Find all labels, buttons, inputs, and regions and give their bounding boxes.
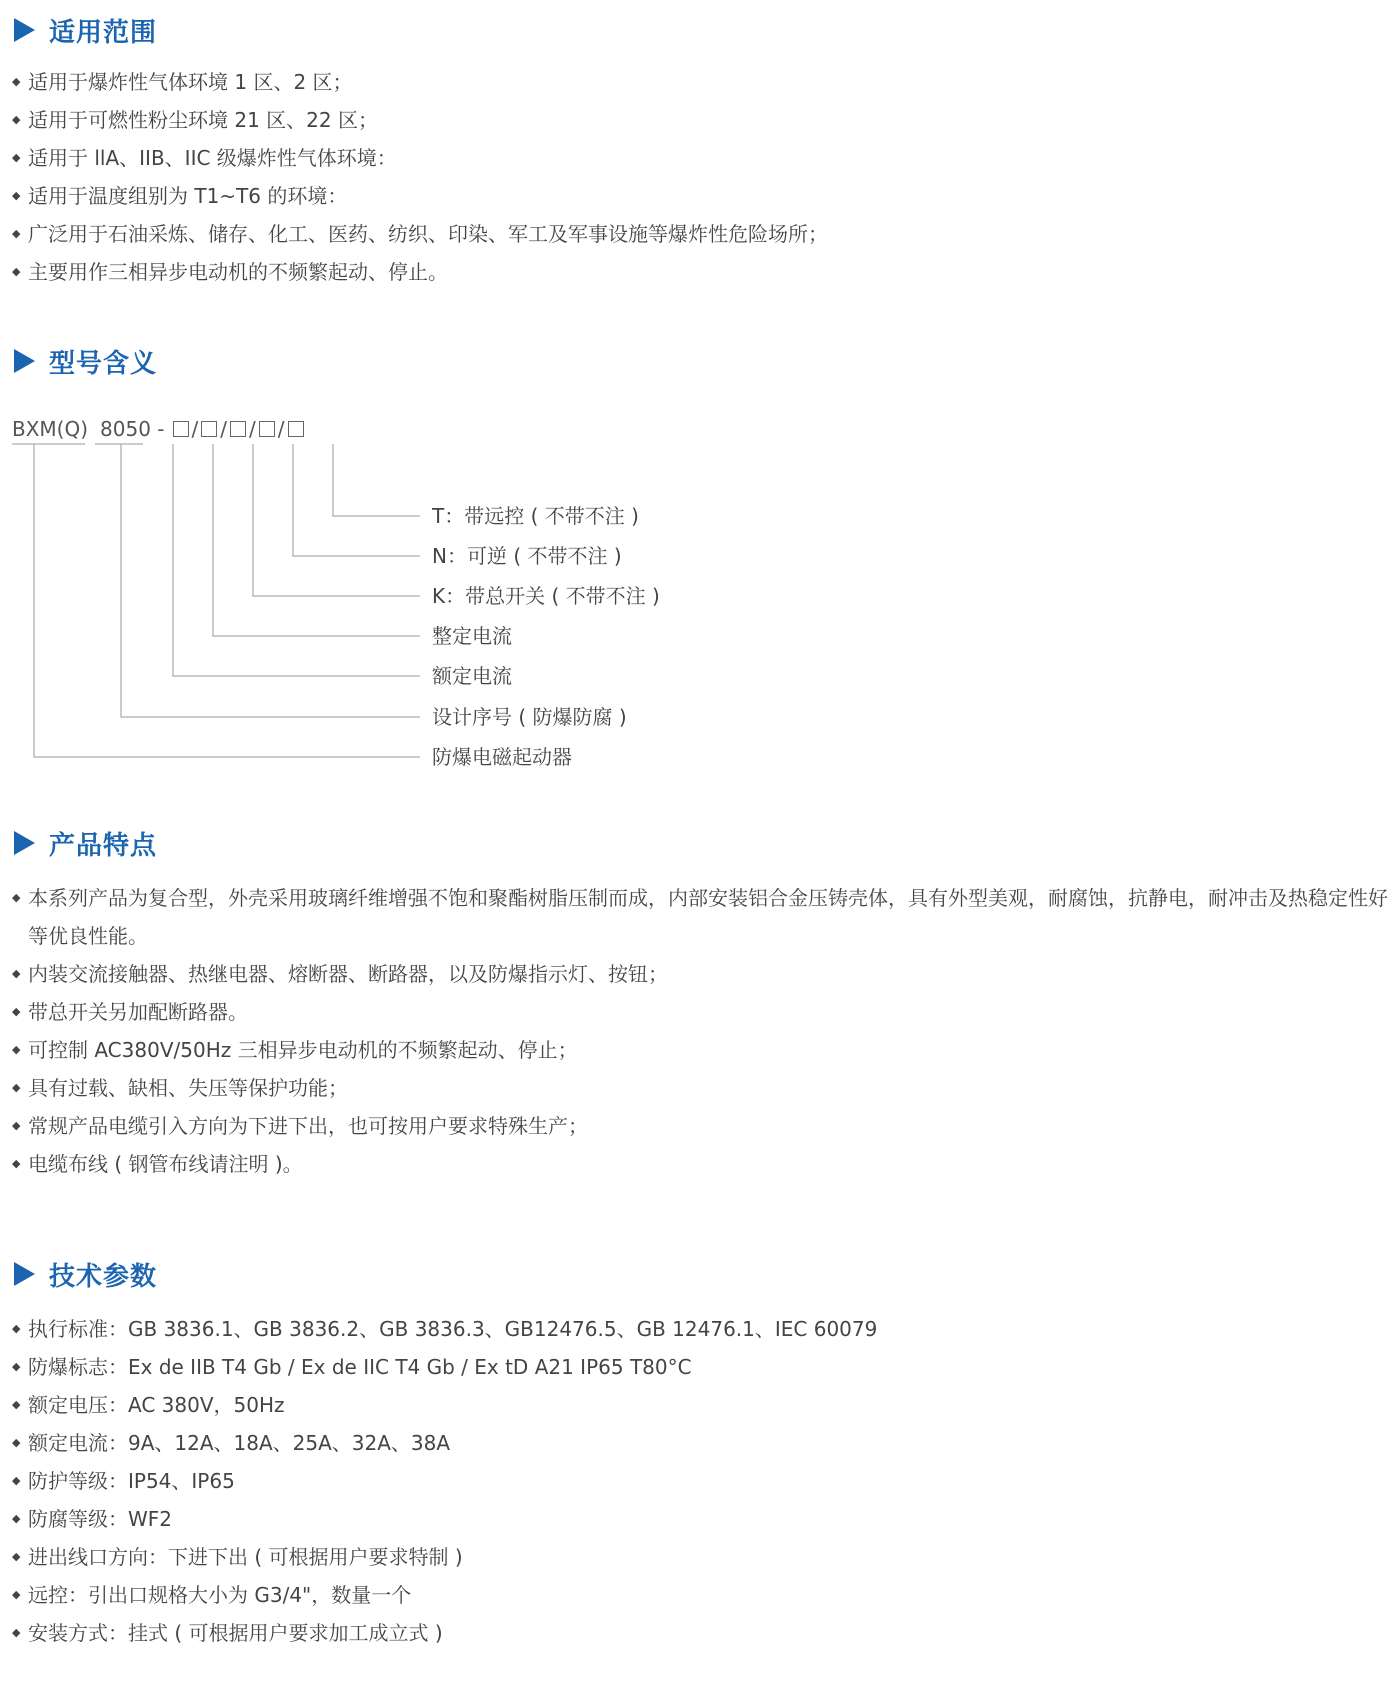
scope-list: [12, 63, 1390, 291]
list-item: [12, 1069, 1390, 1107]
leader-n: [293, 444, 420, 556]
list-item: [12, 253, 1390, 291]
placeholder-box: [173, 421, 189, 437]
list-item-text: 常规产品电缆引入方向为下进下出，也可按用户要求特殊生产；: [28, 1114, 588, 1138]
list-item: [12, 1500, 1390, 1538]
legend-setting-current: 整定电流: [432, 624, 512, 648]
list-item-text: 主要用作三相异步电动机的不频繁起动、停止。: [28, 260, 448, 284]
list-item: [12, 1031, 1390, 1069]
section-title-text: 产品特点: [49, 830, 158, 861]
section-title-params: [14, 1254, 157, 1294]
list-item: [12, 63, 1390, 101]
separator: /: [220, 417, 228, 441]
legend-reversible: N：可逆 ( 不带不注 ): [432, 544, 622, 568]
model-code: [12, 412, 307, 446]
list-item: [12, 879, 1390, 955]
diamond-bullet-icon: ◆: [12, 75, 21, 88]
diamond-bullet-icon: ◆: [12, 227, 21, 240]
list-item: [12, 177, 1390, 215]
triangle-right-icon: [14, 18, 35, 42]
list-item-text: 带总开关另加配断路器。: [28, 1000, 248, 1024]
features-list: [12, 879, 1390, 1183]
diamond-bullet-icon: ◆: [12, 967, 21, 980]
list-item: [12, 1145, 1390, 1183]
diamond-bullet-icon: ◆: [12, 1398, 21, 1411]
placeholder-box: [201, 421, 217, 437]
separator: /: [249, 417, 256, 441]
diamond-bullet-icon: ◆: [12, 1360, 21, 1373]
list-item: [12, 1462, 1390, 1500]
diamond-bullet-icon: ◆: [12, 1119, 21, 1132]
list-item-text: 适用于温度组别为 T1~T6 的环境：: [28, 184, 348, 208]
list-item: [12, 955, 1390, 993]
list-item: [12, 1614, 1390, 1652]
leader-t: [333, 444, 420, 516]
list-item-text: 防爆标志：Ex de IIB T4 Gb / Ex de IIC T4 Gb / Ex tD A21 IP65 T80°C: [28, 1355, 692, 1379]
list-item: [12, 101, 1390, 139]
model-code-prefix: BXM(Q): [12, 417, 89, 441]
leader-k: [253, 444, 420, 596]
legend-rated-current: 额定电流: [432, 664, 512, 688]
placeholder-box: [230, 421, 246, 437]
section-title-text: 型号含义: [49, 348, 158, 379]
leader-product: [34, 444, 420, 757]
diamond-bullet-icon: ◆: [12, 113, 21, 126]
diamond-bullet-icon: ◆: [12, 1550, 21, 1563]
list-item-text: 防护等级：IP54、IP65: [28, 1469, 235, 1493]
diamond-bullet-icon: ◆: [12, 1474, 21, 1487]
diamond-bullet-icon: ◆: [12, 189, 21, 202]
list-item-text: 本系列产品为复合型，外壳采用玻璃纤维增强不饱和聚酯树脂压制而成，内部安装铝合金压铸壳体，具有外型美观，耐腐蚀，抗静电，耐冲击及热稳定性好等优良性能。: [28, 886, 1388, 948]
triangle-right-icon: [14, 831, 35, 855]
section-title-scope: [14, 10, 157, 50]
list-item-text: 防腐等级：WF2: [28, 1507, 173, 1531]
list-item-text: 适用于可燃性粉尘环境 21 区、22 区；: [28, 108, 378, 132]
list-item-text: 可控制 AC380V/50Hz 三相异步电动机的不频繁起动、停止；: [28, 1038, 578, 1062]
section-title-text: 适用范围: [49, 17, 158, 48]
list-item: [12, 1576, 1390, 1614]
diamond-bullet-icon: ◆: [12, 1005, 21, 1018]
list-item-text: 额定电流：9A、12A、18A、25A、32A、38A: [28, 1431, 451, 1455]
list-item: [12, 1107, 1390, 1145]
diamond-bullet-icon: ◆: [12, 1322, 21, 1335]
list-item: [12, 993, 1390, 1031]
section-title-features: [14, 823, 157, 863]
legend-remote-control: T：带远控 ( 不带不注 ): [432, 504, 639, 528]
legend-main-switch: K：带总开关 ( 不带不注 ): [432, 584, 660, 608]
diamond-bullet-icon: ◆: [12, 265, 21, 278]
list-item: [12, 215, 1390, 253]
list-item-text: 执行标准：GB 3836.1、GB 3836.2、GB 3836.3、GB12476.5、GB 12476.1、IEC 60079: [28, 1317, 878, 1341]
list-item-text: 安装方式：挂式 ( 可根据用户要求加工成立式 ): [28, 1621, 443, 1645]
diamond-bullet-icon: ◆: [12, 891, 21, 904]
list-item-text: 广泛用于石油采炼、储存、化工、医药、纺织、印染、军工及军事设施等爆炸性危险场所；: [28, 222, 828, 246]
diamond-bullet-icon: ◆: [12, 1436, 21, 1449]
diamond-bullet-icon: ◆: [12, 1588, 21, 1601]
triangle-right-icon: [14, 349, 35, 373]
list-item-text: 内装交流接触器、热继电器、熔断器、断路器，以及防爆指示灯、按钮；: [28, 962, 668, 986]
list-item-text: 具有过载、缺相、失压等保护功能；: [28, 1076, 348, 1100]
list-item-text: 适用于爆炸性气体环境 1 区、2 区；: [28, 70, 353, 94]
placeholder-box: [288, 421, 304, 437]
placeholder-box: [259, 421, 275, 437]
list-item: [12, 1310, 1390, 1348]
triangle-right-icon: [14, 1262, 35, 1286]
diamond-bullet-icon: ◆: [12, 1626, 21, 1639]
legend-product-name: 防爆电磁起动器: [432, 745, 572, 769]
list-item: [12, 1386, 1390, 1424]
diamond-bullet-icon: ◆: [12, 1512, 21, 1525]
list-item-text: 进出线口方向：下进下出 ( 可根据用户要求特制 ): [28, 1545, 463, 1569]
list-item: [12, 1348, 1390, 1386]
model-diagram: [0, 412, 760, 792]
separator: /: [191, 417, 199, 441]
list-item-text: 远控：引出口规格大小为 G3/4"，数量一个: [28, 1583, 412, 1607]
leader-setting-current: [213, 444, 420, 636]
list-item-text: 适用于 llA、IIB、IIC 级爆炸性气体环境：: [28, 146, 397, 170]
diamond-bullet-icon: ◆: [12, 1081, 21, 1094]
leader-rated-current: [173, 444, 420, 676]
list-item-text: 额定电压：AC 380V，50Hz: [28, 1393, 285, 1417]
params-list: [12, 1310, 1390, 1652]
diamond-bullet-icon: ◆: [12, 1043, 21, 1056]
list-item: [12, 1538, 1390, 1576]
list-item: [12, 139, 1390, 177]
list-item: [12, 1424, 1390, 1462]
section-title-model: [14, 341, 157, 381]
list-item-text: 电缆布线 ( 钢管布线请注明 )。: [28, 1152, 303, 1176]
diamond-bullet-icon: ◆: [12, 1157, 21, 1170]
legend-design-serial: 设计序号 ( 防爆防腐 ): [432, 705, 627, 729]
separator: /: [277, 417, 285, 441]
diamond-bullet-icon: ◆: [12, 151, 21, 164]
model-code-number: 8050 -: [100, 417, 165, 441]
section-title-text: 技术参数: [49, 1261, 158, 1292]
